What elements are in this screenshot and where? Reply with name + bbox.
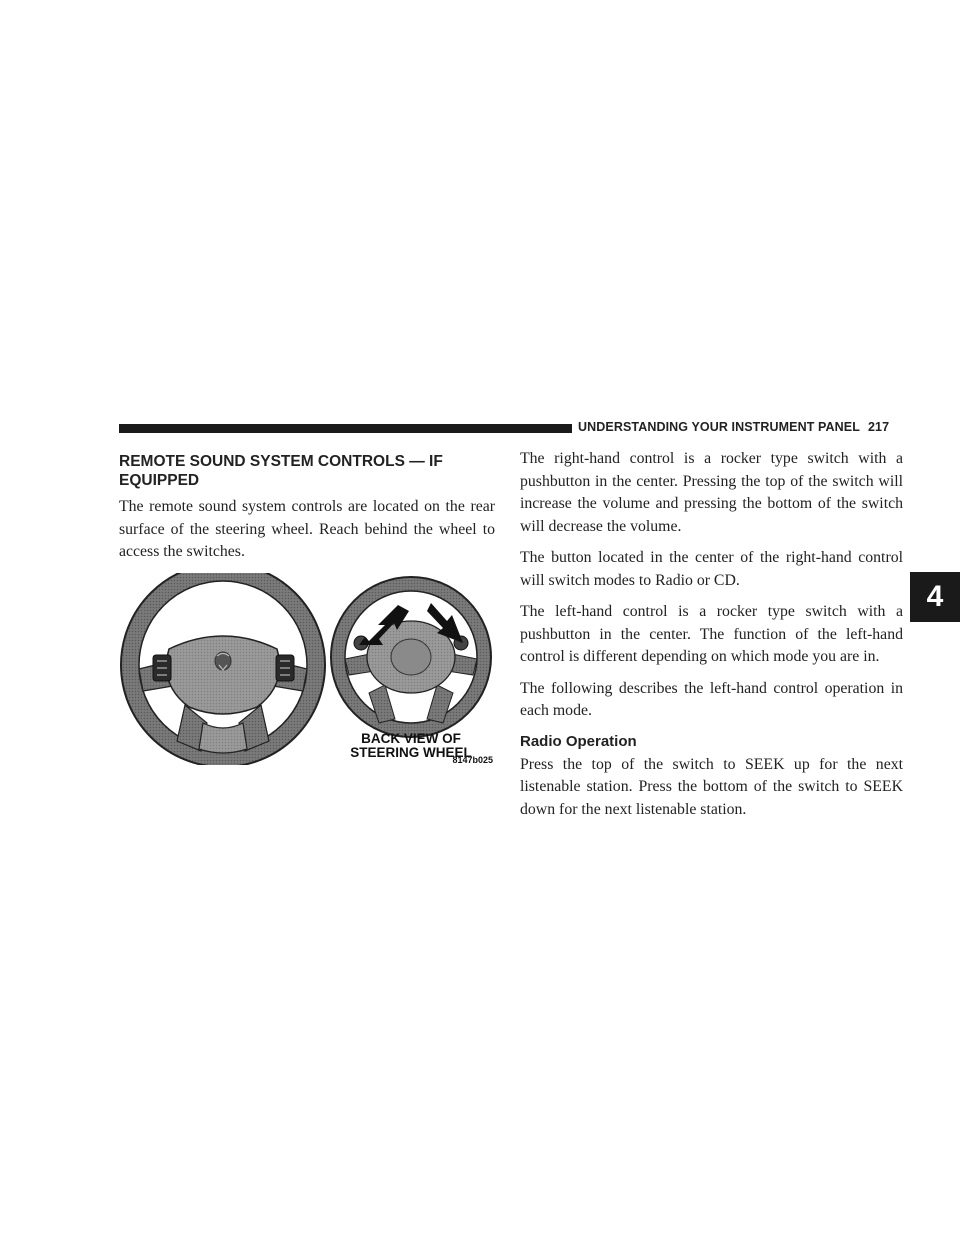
steering-wheel-illustration — [119, 573, 495, 765]
steering-wheel-figure — [119, 573, 495, 765]
paragraph-mode-intro: The following describes the left-hand control operation in each mode. — [520, 679, 903, 719]
page-number: 217 — [867, 420, 890, 434]
figure-code: 8147b025 — [452, 755, 493, 765]
right-switch-pod — [276, 655, 294, 681]
front-view-wheel — [121, 573, 325, 765]
radio-operation-paragraph: Press the top of the switch to SEEK up for the next listenable station. Press the bottom of the switch to SEEK down for the next listenable station. — [520, 755, 903, 818]
right-column — [520, 448, 903, 830]
header-rule — [119, 424, 572, 433]
paragraph-mode-button: The button located in the center of the right-hand control will switch modes to Radio or CD. — [520, 549, 903, 589]
chapter-tab: 4 — [910, 572, 960, 622]
section-title: UNDERSTANDING YOUR INSTRUMENT PANEL — [578, 420, 860, 434]
caption-line-1: BACK VIEW OF — [361, 731, 461, 746]
back-view-wheel — [331, 577, 491, 737]
left-column — [119, 452, 495, 573]
caption-line-2: STEERING WHEEL — [350, 745, 472, 760]
running-header — [578, 420, 889, 434]
section-heading: REMOTE SOUND SYSTEM CONTROLS — IF EQUIPPED — [119, 453, 443, 489]
left-switch-pod — [153, 655, 171, 681]
paragraph-left-hand-control: The left-hand control is a rocker type switch with a pushbutton in the center. The function of the left-hand control is different depending on which mode you are in. — [520, 603, 903, 665]
intro-paragraph: The remote sound system controls are located on the rear surface of the steering wheel. Reach behind the wheel to access the switches. — [119, 498, 495, 560]
radio-operation-heading: Radio Operation — [520, 732, 637, 750]
paragraph-right-hand-control: The right-hand control is a rocker type switch with a pushbutton in the center. Pressing the top of the switch will increase the volume and pressing the bottom of the switch will decrease the volume. — [520, 450, 903, 535]
